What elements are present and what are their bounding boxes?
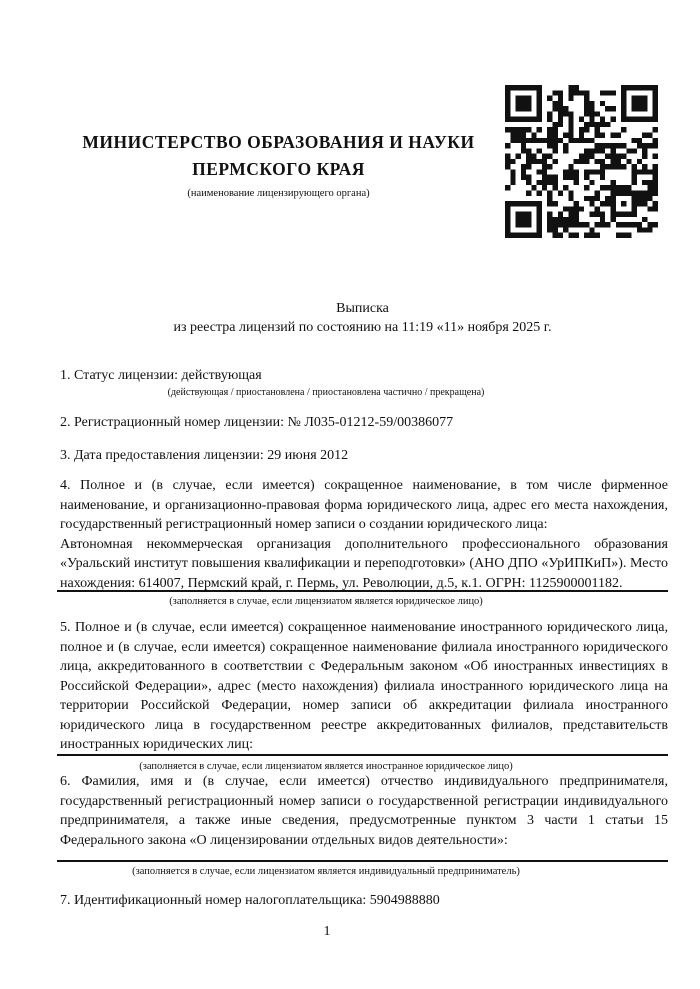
field-foreign-entity-label: 5. Полное и (в случае, если имеется) сокращенное наименование иностранного юридического лица, полное и (в случае, если имеется) сокращенное наименование филиала иностранного юридического лица, аккредитованного в соответствии с Федеральным законом «Об иностранных инвестициях в Российской Федерации», адрес (место нахождения) филиала иностранного юридического лица на территории Российской Федерации, номер записи об аккредитации филиала иностранного юридического лица в государственном реестре аккредитованных филиалов, представительств иностранных юридических лиц: (60, 620, 668, 752)
fill-in-rule-entrepreneur (57, 860, 668, 862)
ministry-name-line1: МИНИСТЕРСТВО ОБРАЗОВАНИЯ И НАУКИ (82, 132, 475, 152)
field-license-status: 1. Статус лицензии: действующая (60, 368, 262, 383)
document-title (57, 299, 668, 337)
field-entrepreneur-label: 6. Фамилия, имя и (в случае, если имеется) отчество индивидуального предпринимателя, государственный регистрационный номер записи о государственной регистрации индивидуального предпринимателя, а также иные сведения, предусмотренные пунктом 3 части 1 статьи 15 Федерального закона «О лицензировании отдельных видов деятельности»: (60, 774, 668, 848)
field-entrepreneur (60, 772, 668, 850)
field-foreign-entity (60, 618, 668, 755)
page-number: 1 (323, 924, 331, 939)
ministry-caption: (наименование лицензирующего органа) (187, 188, 370, 199)
field-inn: 7. Идентификационный номер налогоплательщика: 5904988880 (60, 893, 440, 908)
fill-in-rule-legal-entity (57, 590, 668, 592)
field-legal-entity-label: 4. Полное и (в случае, если имеется) сокращенное наименование, в том числе фирменное наименование, и организационно-правовая форма юридического лица, адрес его места нахождения, государственный регистрационный номер записи о создании юридического лица: (60, 478, 668, 532)
field-registration-number: 2. Регистрационный номер лицензии: № Л035-01212-59/00386077 (60, 415, 454, 430)
document-title-line2: из реестра лицензий по состоянию на 11:19 «11» ноября 2025 г. (173, 320, 552, 335)
field-grant-date: 3. Дата предоставления лицензии: 29 июня 2012 (60, 448, 349, 463)
field-license-status-hint: (действующая / приостановлена / приостановлена частично / прекращена) (167, 387, 485, 398)
qr-code-icon (505, 85, 658, 238)
field-legal-entity-value: Автономная некоммерческая организация дополнительного профессионального образования «Уральский институт повышения квалификации и переподготовки» (АНО ДПО «УрИПКиП»). Место нахождения: 614007, Пермский край, г. Пермь, ул. Революции, д.5, к.1. ОГРН: 1125900001182. (60, 536, 668, 591)
field-legal-entity (60, 476, 668, 593)
field-legal-entity-hint: (заполняется в случае, если лицензиатом является юридическое лицо) (169, 596, 483, 607)
ministry-name-line2: ПЕРМСКОГО КРАЯ (192, 159, 365, 179)
document-title-line1: Выписка (336, 301, 389, 316)
field-foreign-entity-hint: (заполняется в случае, если лицензиатом является иностранное юридическое лицо) (139, 761, 513, 772)
field-entrepreneur-hint: (заполняется в случае, если лицензиатом является индивидуальный предприниматель) (132, 866, 520, 877)
fill-in-rule-foreign-entity (57, 754, 668, 756)
header-ministry-block (57, 129, 500, 201)
